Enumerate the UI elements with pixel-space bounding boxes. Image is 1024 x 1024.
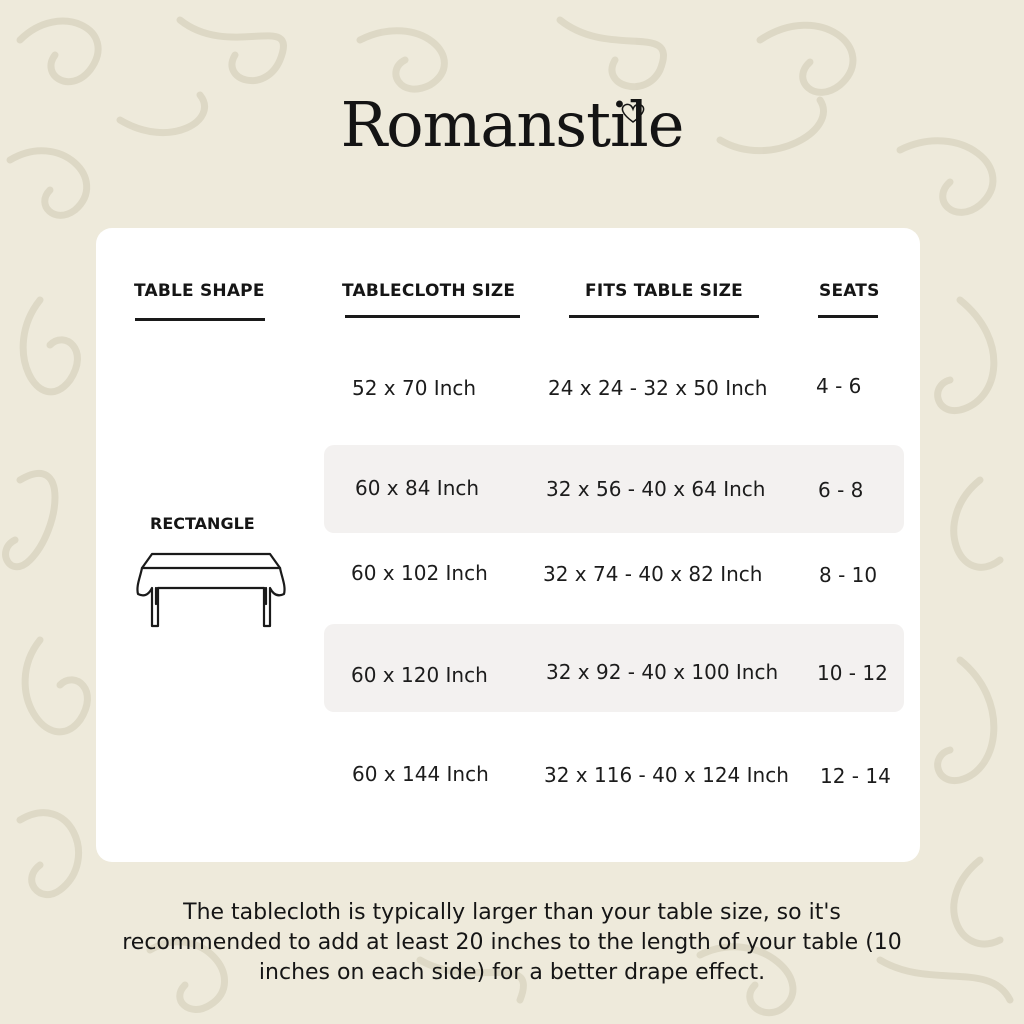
rectangle-table-icon: [134, 546, 288, 632]
table-cell-tablecloth: 52 x 70 Inch: [352, 376, 477, 400]
table-cell-seats: 10 - 12: [817, 661, 888, 685]
header-tablecloth-size: TABLECLOTH SIZE: [342, 281, 516, 301]
table-cell-fits: 32 x 56 - 40 x 64 Inch: [546, 477, 766, 501]
drape-recommendation-note: The tablecloth is typically larger than your table size, so it's recommended to add at least 20 inches to the length of your table (10 inches on each side) for a better drape effect.: [122, 900, 902, 985]
header-underline: [569, 315, 759, 318]
table-cell-seats: 4 - 6: [816, 374, 862, 398]
table-cell-seats: 8 - 10: [819, 563, 878, 587]
header-underline: [345, 315, 520, 318]
table-shape-label: RECTANGLE: [150, 514, 255, 533]
table-cell-fits: 32 x 116 - 40 x 124 Inch: [544, 763, 789, 787]
table-cell-tablecloth: 60 x 144 Inch: [352, 762, 489, 786]
table-cell-tablecloth: 60 x 84 Inch: [355, 476, 480, 500]
table-cell-fits: 32 x 74 - 40 x 82 Inch: [543, 562, 763, 586]
size-chart-card: [96, 228, 920, 862]
table-cell-fits: 32 x 92 - 40 x 100 Inch: [546, 660, 779, 684]
header-table-shape: TABLE SHAPE: [134, 281, 265, 301]
table-cell-seats: 6 - 8: [818, 478, 864, 502]
header-underline: [135, 318, 265, 321]
table-cell-tablecloth: 60 x 120 Inch: [351, 663, 488, 687]
header-underline: [818, 315, 878, 318]
header-seats: SEATS: [819, 281, 880, 301]
header-fits-table-size: FITS TABLE SIZE: [585, 281, 743, 301]
table-cell-tablecloth: 60 x 102 Inch: [351, 561, 488, 585]
table-cell-fits: 24 x 24 - 32 x 50 Inch: [548, 376, 768, 400]
heart-icon: [618, 102, 648, 124]
brand-logo: Romanstile: [340, 88, 684, 161]
table-cell-seats: 12 - 14: [820, 764, 891, 788]
